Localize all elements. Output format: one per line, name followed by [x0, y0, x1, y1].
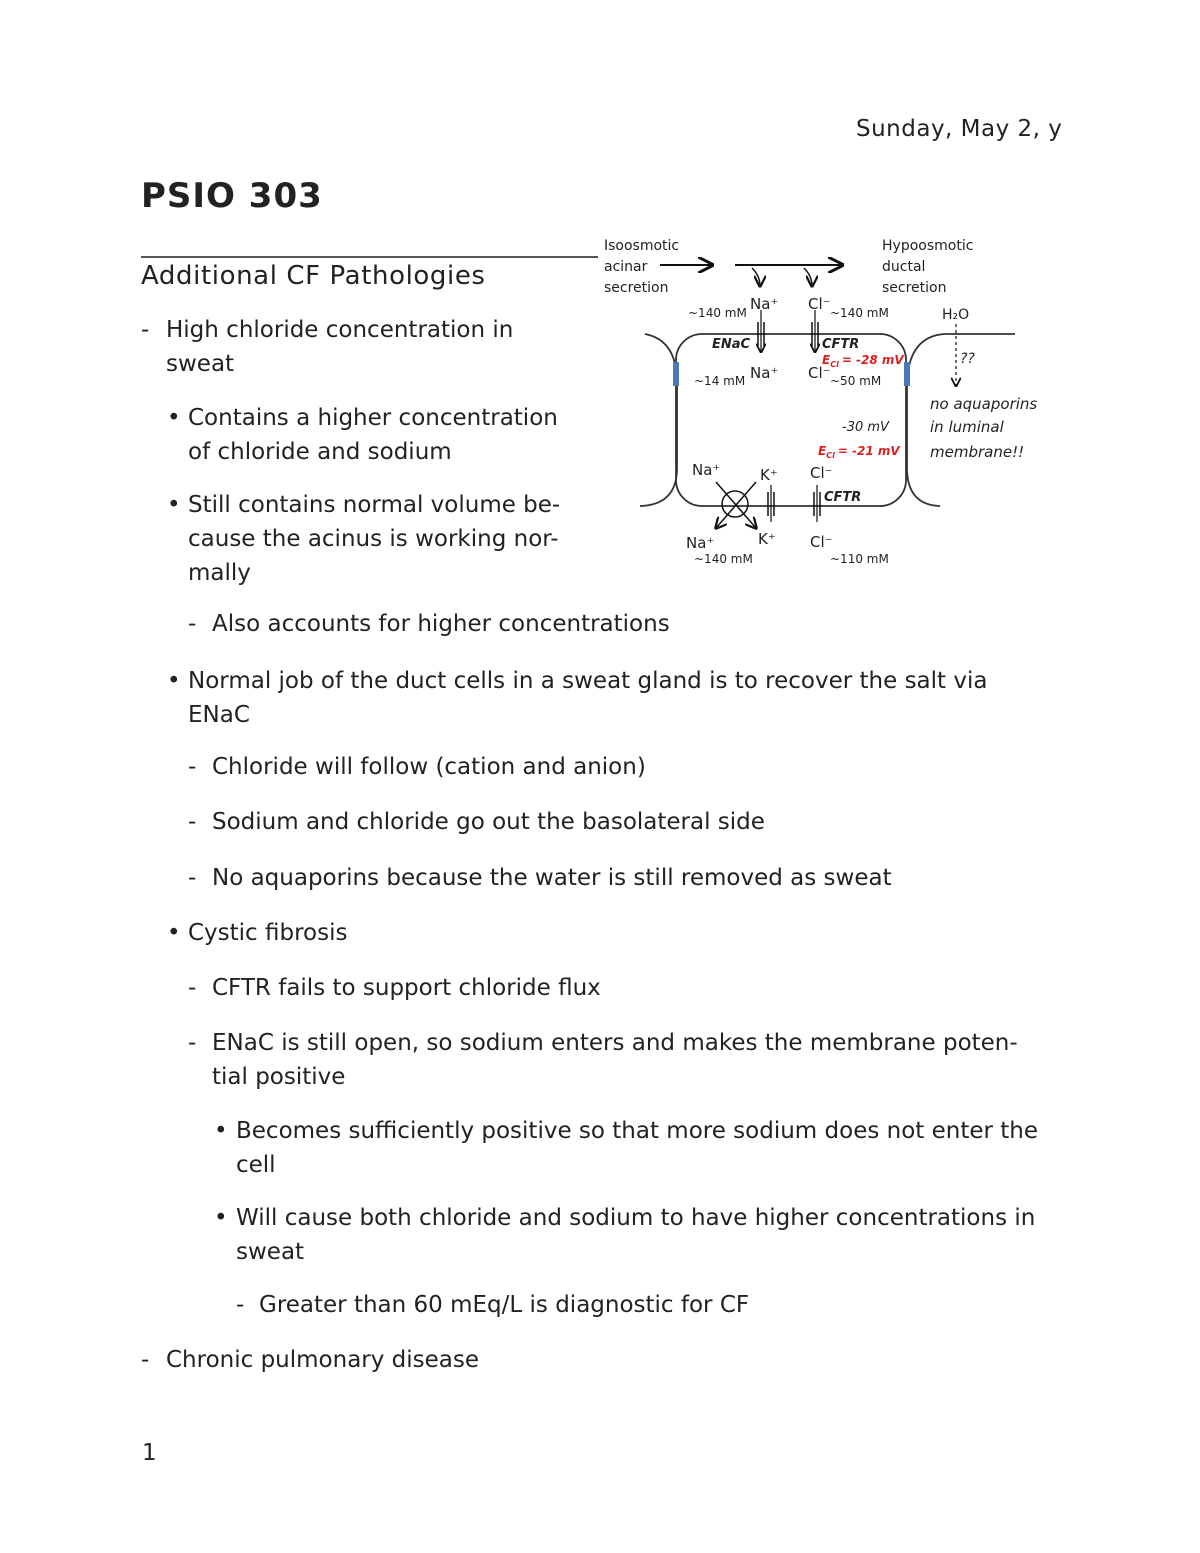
hypoosmotic-label: secretion: [882, 280, 947, 296]
date-header: Sunday, May 2, y: [856, 116, 1063, 142]
item-line: Still contains normal volume be-: [188, 492, 561, 518]
ion-label: Cl⁻: [808, 295, 831, 313]
enac-channel: [758, 310, 764, 352]
item-line: ENaC: [188, 702, 250, 728]
aquaporin-note: in luminal: [930, 418, 1004, 436]
bullet-marker: •: [214, 1205, 228, 1231]
item-line: tial positive: [212, 1064, 346, 1090]
item-line: Normal job of the duct cells in a sweat gland is to recover the salt via: [188, 668, 988, 694]
item-line: cause the acinus is working nor-: [188, 526, 559, 552]
cftr-channel-bottom: [814, 485, 820, 522]
ion-label: Na⁺: [750, 364, 779, 382]
sweat-duct-diagram: [598, 228, 1058, 573]
section-divider: [141, 256, 598, 258]
hypoosmotic-label: ductal: [882, 259, 926, 275]
item-line: sweat: [236, 1239, 305, 1265]
dash-marker: -: [236, 1292, 245, 1318]
isoosmotic-label: acinar: [604, 259, 648, 275]
cftr-label: CFTR: [822, 337, 860, 352]
ion-label: Na⁺: [750, 295, 779, 313]
bullet-marker: •: [167, 492, 181, 518]
bullet-marker: •: [167, 920, 181, 946]
ion-label: Na⁺: [686, 534, 715, 552]
item-line: Cystic fibrosis: [188, 920, 348, 946]
item-line: sweat: [166, 351, 235, 377]
na-entry-arrow: [752, 268, 760, 286]
bullet-marker: •: [214, 1118, 228, 1144]
ion-label: K⁺: [758, 530, 776, 548]
na-k-pump: [716, 482, 756, 528]
item-line: Chronic pulmonary disease: [166, 1347, 480, 1373]
cftr-label: CFTR: [824, 490, 862, 505]
membrane-potential-label: -30 mV: [842, 420, 889, 435]
dash-marker: -: [141, 317, 150, 343]
ion-label: Cl⁻: [810, 533, 833, 551]
item-line: Will cause both chloride and sodium to have higher concentrations in: [236, 1205, 1036, 1231]
item-line: of chloride and sodium: [188, 439, 452, 465]
hypoosmotic-label: Hypoosmotic: [882, 238, 974, 254]
item-line: Contains a higher concentration: [188, 405, 558, 431]
item-line: Greater than 60 mEq/L is diagnostic for CF: [259, 1292, 750, 1318]
dash-marker: -: [188, 754, 197, 780]
left-cell-border: [640, 334, 677, 506]
item-line: Sodium and chloride go out the basolateral side: [212, 809, 765, 835]
dash-marker: -: [141, 1347, 150, 1373]
dash-marker: -: [188, 1030, 197, 1056]
item-line: Chloride will follow (cation and anion): [212, 754, 646, 780]
bullet-marker: •: [167, 405, 181, 431]
ecl-mid-label: $E_{Cl} = -21$ mV: [818, 444, 900, 460]
item-line: High chloride concentration in: [166, 317, 514, 343]
dash-marker: -: [188, 865, 197, 891]
tight-junction-right: [904, 362, 910, 386]
concentration-label: ~140 mM: [694, 552, 753, 566]
cftr-channel-top: [812, 310, 818, 352]
page-number: 1: [142, 1440, 157, 1466]
aquaporin-note: no aquaporins: [930, 395, 1038, 413]
aquaporin-note: membrane!!: [930, 443, 1025, 461]
concentration-label: ~140 mM: [830, 306, 889, 320]
ecl-top-label: $E_{Cl} = -28$ mV: [822, 353, 904, 369]
dash-marker: -: [188, 975, 197, 1001]
dash-marker: -: [188, 611, 197, 637]
concentration-label: ~110 mM: [830, 552, 889, 566]
item-line: ENaC is still open, so sodium enters and makes the membrane poten-: [212, 1030, 1018, 1056]
water-label: H₂O: [942, 307, 970, 323]
item-line: No aquaporins because the water is still removed as sweat: [212, 865, 892, 891]
cl-entry-arrow: [804, 268, 812, 286]
item-line: cell: [236, 1152, 276, 1178]
ion-label: Cl⁻: [810, 464, 833, 482]
k-channel: [768, 485, 774, 522]
ion-label: Cl⁻: [808, 364, 831, 382]
tight-junction-left: [673, 362, 679, 386]
course-title: PSIO 303: [141, 176, 323, 216]
ion-label: K⁺: [760, 466, 778, 484]
item-line: CFTR fails to support chloride flux: [212, 975, 601, 1001]
dash-marker: -: [188, 809, 197, 835]
unknown-label: ??: [960, 351, 975, 367]
concentration-label: ~50 mM: [830, 374, 882, 388]
isoosmotic-label: Isoosmotic: [604, 238, 680, 254]
section-title: Additional CF Pathologies: [141, 261, 486, 291]
item-line: Becomes sufficiently positive so that more sodium does not enter the: [236, 1118, 1039, 1144]
item-line: mally: [188, 560, 251, 586]
concentration-label: ~14 mM: [694, 374, 746, 388]
concentration-label: ~140 mM: [688, 306, 747, 320]
isoosmotic-label: secretion: [604, 280, 669, 296]
ion-label: Na⁺: [692, 461, 721, 479]
item-line: Also accounts for higher concentrations: [212, 611, 670, 637]
enac-label: ENaC: [712, 337, 751, 352]
bullet-marker: •: [167, 668, 181, 694]
